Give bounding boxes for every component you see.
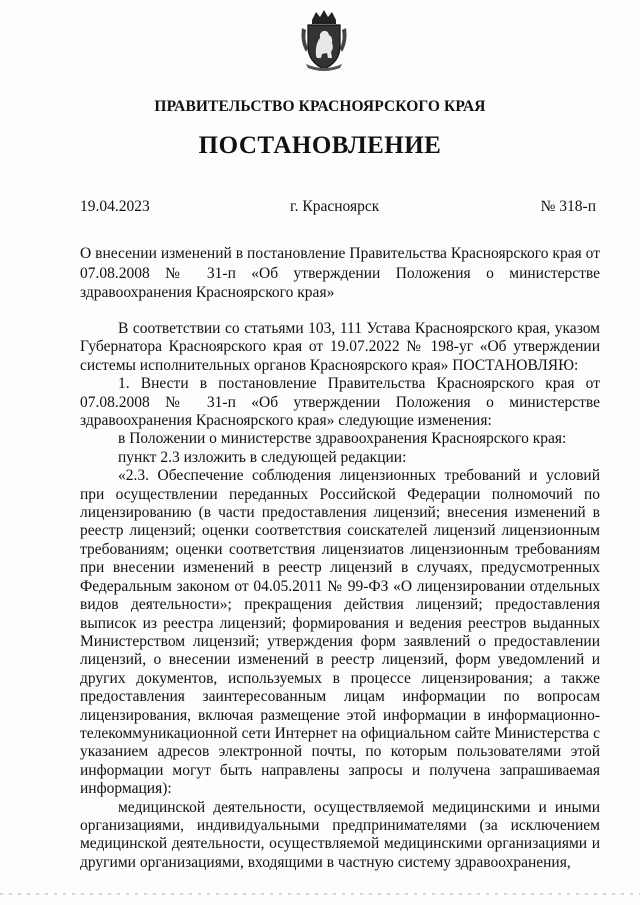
body-paragraph: 1. Внести в постановление Правительства Красноярского края от 07.08.2008 № 31-п «Об утверждении Положения о министерстве здравоохранения Красноярского края» следующие изменения: bbox=[80, 375, 600, 430]
government-title: ПРАВИТЕЛЬСТВО КРАСНОЯРСКОГО КРАЯ bbox=[154, 98, 486, 115]
document-subject: О внесении изменений в постановление Правительства Красноярского края от 07.08.2008 № 31-п «Об утверждении Положения о министерстве здравоохранения Красноярского края» bbox=[80, 245, 600, 301]
body-paragraph: пункт 2.3 изложить в следующей редакции: bbox=[118, 448, 407, 466]
body-paragraph: В соответствии со статьями 103, 111 Устава Красноярского края, указом Губернатора Красноярского края от 19.07.2022 № 198-уг «Об утверждении системы исполнительных органов Красноярского края» ПОСТАНОВЛЯЮ: bbox=[80, 320, 600, 374]
document-number: № 318-п bbox=[540, 198, 596, 215]
krasnoyarsk-coat-of-arms-icon bbox=[298, 8, 350, 72]
body-paragraph: в Положении о министерстве здравоохранения Красноярского края: bbox=[118, 430, 567, 448]
document-type-title: ПОСТАНОВЛЕНИЕ bbox=[198, 132, 442, 159]
document-date: 19.04.2023 bbox=[80, 198, 150, 215]
scan-artifact-line bbox=[0, 893, 640, 895]
body-paragraph: «2.3. Обеспечение соблюдения лицензионных требований и условий при осуществлении переданных Российской Федерации полномочий по лицензированию (в части предоставления лицензий; внесения изменений в реестр лицензий; оценки соответствия соискателей лицензий лицензионным требованиям; оценки соответствия лицензиатов лицензионным требованиям при внесении изменений в реестр лицензий в случаях, предусмотренных Федеральным законом от 04.05.2011 № 99-ФЗ «О лицензировании отдельных видов деятельности»; прекращения действия лицензий; предоставления выписок из реестра лицензий; формирования и ведения реестров выданных Министерством лицензий; утверждения форм заявлений о предоставлении лицензий, о внесении изменений в реестр лицензий, форм уведомлений и других документов, используемых в процессе лицензирования; а также предоставления заинтересованным лицам информации по вопросам лицензирования, включая размещение этой информации в информационно-телекоммуникационной сети Интернет на официальном сайте Министерства с указанием адресов электронной почты, по которым пользователями этой информации могут быть направлены запросы и получена запрашиваемая информация): bbox=[80, 467, 600, 798]
document-city: г. Красноярск bbox=[290, 198, 380, 215]
document-body bbox=[80, 320, 600, 872]
body-paragraph: медицинской деятельности, осуществляемой медицинскими и иными организациями, индивидуальными предпринимателями (за исключением медицинской деятельности, осуществляемой медицинскими организациями и другими организациями, входящими в частную систему здравоохранения, bbox=[80, 798, 600, 871]
